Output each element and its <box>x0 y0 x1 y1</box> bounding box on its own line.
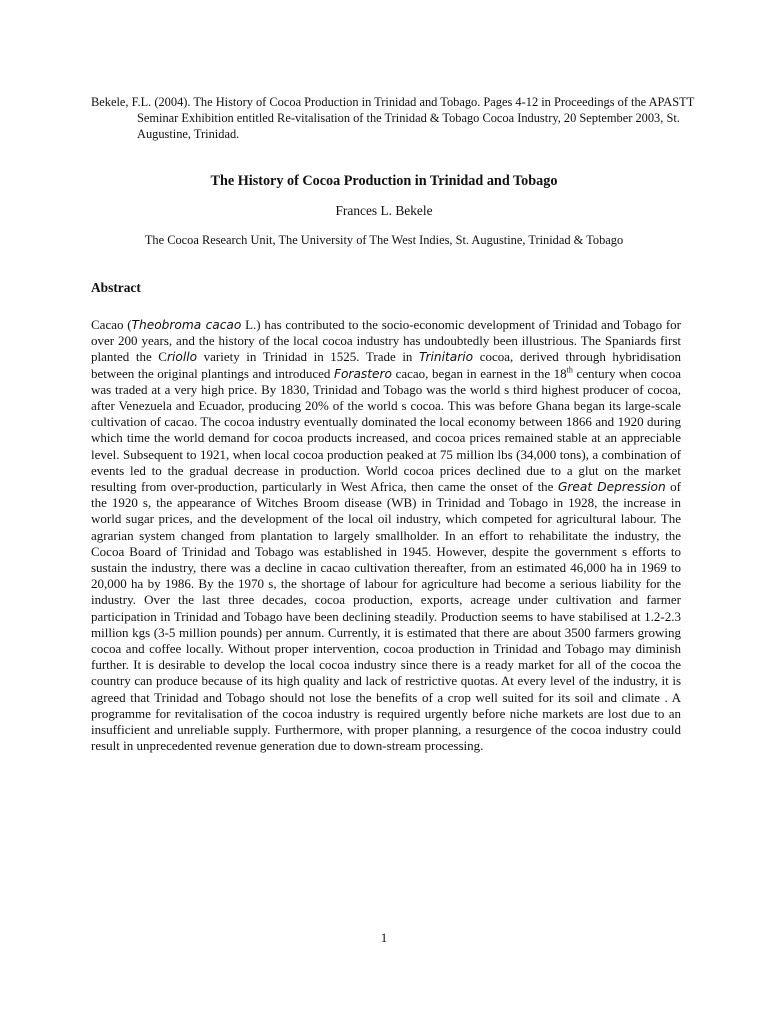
variety-trinitario: Trinitario <box>419 350 474 365</box>
abstract-text: cacao, began in earnest in the 18 <box>392 365 567 381</box>
author-affiliation: The Cocoa Research Unit, The University of The West Indies, St. Augustine, Trinidad & Tobago <box>144 233 624 247</box>
species-name: Theobroma cacao <box>131 318 242 332</box>
abstract-text: century when cocoa was traded at a very high price. By 1830, Trinidad and Tobago was the world s third highest producer of cocoa, after Venezuela and Ecuador, producing 20% of the world s cocoa. This was before Ghana began its large-scale cultivation of cacao. The cocoa industry eventually dominated the local economy between 1866 and 1920 during which time the world demand for cocoa products increased, and cocoa prices remained stable at an appreciable level. Subsequent to 1921, when local cocoa production peaked at 75 million lbs (34,000 tons), a combination of events led to the gradual decrease in production. World cocoa prices declined due to a glut on the market resulting from over-production, particularly in West Africa, then came the onset of the <box>91 365 682 495</box>
abstract-paragraph <box>91 317 681 754</box>
variety-criollo: riollo <box>166 350 198 365</box>
abstract-text: Cacao ( <box>91 317 132 332</box>
abstract-text: variety in Trinidad in 1525. Trade in <box>197 349 420 365</box>
ordinal-superscript: th <box>566 365 573 375</box>
abstract-heading: Abstract <box>91 280 141 295</box>
abstract-text: of the 1920 s, the appearance of Witches Broom disease (WB) in Trinidad and Tobago in 1928, the increase in world sugar prices, and the development of the local oil industry, which competed for agricultural labour. The agrarian system changed from plantation to largely smallholder. In an effort to rehabilitate the industry, the Cocoa Board of Trinidad and Tobago was established in 1945. However, despite the government s efforts to sustain the industry, there was a decline in cacao cultivation thereafter, from an estimated 46,000 ha in 1969 to 20,000 ha by 1986. By the 1970 s, the shortage of labour for agriculture had become a serious liability for the industry. Over the last three decades, cocoa production, exports, acreage under cultivation and farmer participation in Trinidad and Tobago have been declining steadily. Production seems to have stabilised at 1.2-2.3 million kgs (3-5 million pounds) per annum. Currently, it is estimated that there are about 3500 farmers growing cocoa and coffee locally. Without proper intervention, cocoa production in Trinidad and Tobago may diminish further. It is desirable to develop the local cocoa industry since there is a ready market for all of the cocoa the country can produce because of its high quality and lack of restrictive quotas. At every level of the industry, it is agreed that Trinidad and Tobago should not lose the benefits of a crop well suited for its soil and climate . A programme for revitalisation of the cocoa industry is required urgently before niche markets are lost due to an insufficient and unreliable supply. Furthermore, with proper planning, a resurgence of the cocoa industry could result in unprecedented revenue generation due to down-stream processing. <box>91 479 681 754</box>
abstract-text: L.) has contributed to the socio-economic development of Trinidad and Tobago for over 200 years, and the history of the local cocoa industry has undoubtedly been illustrious. The Spaniards first planted the C <box>91 317 682 365</box>
citation: Bekele, F.L. (2004). The History of Cocoa Production in Trinidad and Tobago. Pages 4-12 in Proceedings of the APASTT Seminar Exhibition entitled Re-vitalisation of the Trinidad & Tobago Cocoa Industry, 20 September 2003, St. Augustine, Trinidad. <box>91 95 695 141</box>
author-name: Frances L. Bekele <box>335 203 433 218</box>
page-number: 1 <box>380 930 388 945</box>
great-depression: Great Depression <box>557 480 666 495</box>
paper-title: The History of Cocoa Production in Trinidad and Tobago <box>210 173 558 189</box>
variety-forastero: Forastero <box>333 366 393 381</box>
abstract-text: cocoa, derived through hybridisation between the original plantings and introduced <box>91 349 681 381</box>
